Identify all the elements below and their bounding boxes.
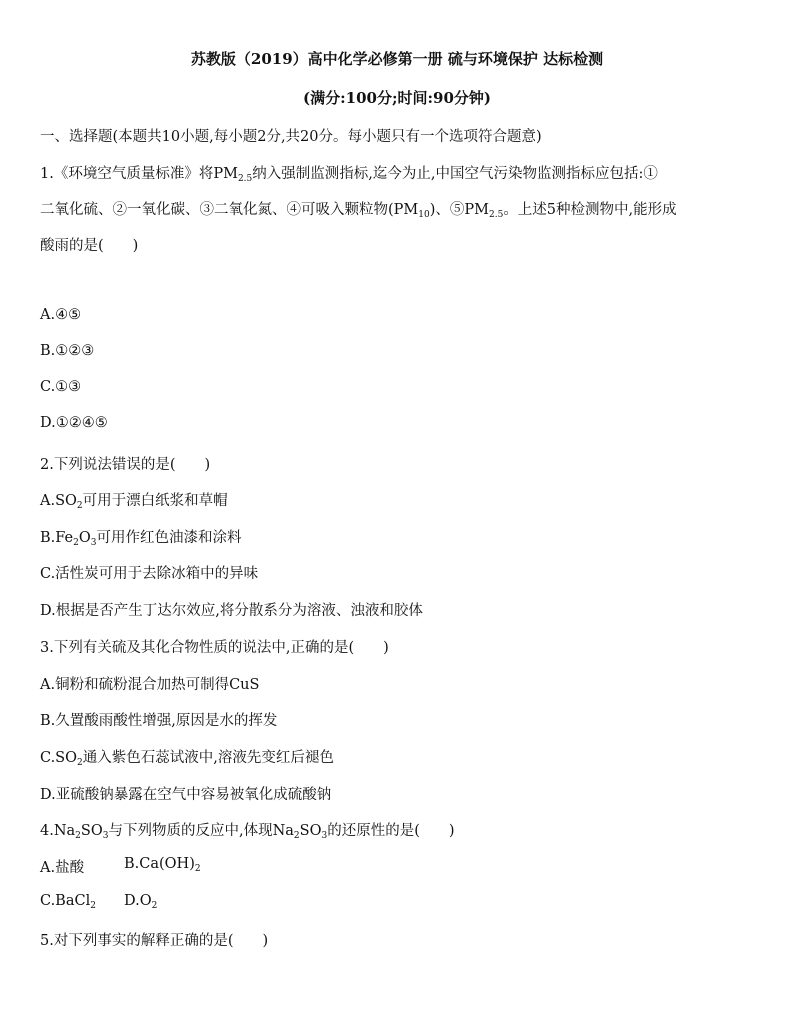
q2-subscript: 3 — [90, 538, 97, 548]
q5-stem: 5.对下列事实的解释正确的是( ) — [40, 933, 269, 949]
q3-text: C.SO — [40, 750, 78, 766]
q2-text: O — [78, 530, 91, 546]
q1-text: 。上述5种检测物中,能形成 — [503, 202, 677, 218]
q4-text: B.Ca(OH) — [124, 856, 195, 872]
q2-option-c: C.活性炭可用于去除冰箱中的异味 — [40, 566, 259, 582]
section-heading: 一、选择题(本题共10小题,每小题2分,共20分。每小题只有一个选项符合题意) — [40, 129, 542, 145]
document-subtitle: (满分:100分;时间:90分钟) — [303, 89, 491, 107]
q4-text: 与下列物质的反应中,体现Na — [108, 823, 294, 839]
q2-text: 可用作红色油漆和涂料 — [96, 530, 242, 546]
q4-subscript: 2 — [151, 901, 158, 911]
q4-subscript: 2 — [293, 831, 300, 841]
q1-subscript: 2.5 — [237, 174, 253, 184]
q4-text: SO — [80, 823, 103, 839]
q2-text: 可用于漂白纸浆和草帽 — [82, 493, 228, 509]
q2-text: B.Fe — [40, 530, 74, 546]
q2-stem: 2.下列说法错误的是( ) — [40, 457, 211, 473]
q1-option-a: A.④⑤ — [40, 307, 82, 323]
q4-text: 的还原性的是( ) — [327, 823, 455, 839]
q1-text: 纳入强制监测指标,迄今为止,中国空气污染物监测指标应包括:① — [252, 166, 658, 182]
q1-subscript: 10 — [418, 210, 430, 220]
q4-subscript: 2 — [90, 901, 96, 911]
q1-option-d: D.①②④⑤ — [40, 415, 108, 431]
q3-option-c — [40, 746, 334, 767]
q1-stem-line2 — [40, 198, 677, 219]
q4-option-c — [40, 893, 96, 909]
q2-subscript: 2 — [76, 501, 83, 511]
q4-subscript: 2 — [75, 831, 81, 841]
q1-text: 1.《环境空气质量标准》将PM — [40, 166, 238, 182]
q4-subscript: 3 — [321, 831, 328, 841]
q4-text: SO — [299, 823, 322, 839]
q4-text: D.O — [124, 893, 152, 909]
q4-text: C.BaCl — [40, 893, 91, 909]
q1-text: )、⑤PM — [429, 202, 489, 218]
document-title: 苏教版（2019）高中化学必修第一册 硫与环境保护 达标检测 — [190, 50, 604, 68]
q3-option-d: D.亚硫酸钠暴露在空气中容易被氧化成硫酸钠 — [40, 787, 332, 803]
q3-subscript: 2 — [77, 758, 83, 768]
q1-stem-line1 — [40, 162, 658, 183]
q3-option-b: B.久置酸雨酸性增强,原因是水的挥发 — [40, 713, 278, 729]
q1-text: 二氧化硫、②一氧化碳、③二氧化氮、④可吸入颗粒物(PM — [40, 202, 419, 218]
q4-subscript: 3 — [102, 831, 109, 841]
q3-option-a: A.铜粉和硫粉混合加热可制得CuS — [40, 677, 260, 693]
q4-text: 4.Na — [40, 823, 76, 839]
q4-option-b — [124, 856, 201, 872]
q4-option-a: A.盐酸 — [40, 860, 85, 876]
q1-option-b: B.①②③ — [40, 343, 95, 359]
q1-option-c: C.①③ — [40, 379, 82, 395]
q2-option-b — [40, 526, 241, 547]
q4-stem — [40, 819, 455, 840]
q2-option-a — [40, 489, 228, 510]
q1-stem-line3: 酸雨的是( ) — [40, 238, 139, 254]
q3-stem: 3.下列有关硫及其化合物性质的说法中,正确的是( ) — [40, 640, 389, 656]
q2-text: A.SO — [40, 493, 77, 509]
q2-option-d: D.根据是否产生丁达尔效应,将分散系分为溶液、浊液和胶体 — [40, 603, 423, 619]
q1-subscript: 2.5 — [488, 210, 504, 220]
q4-option-d — [124, 893, 157, 909]
q4-subscript: 2 — [194, 864, 201, 874]
q3-text: 通入紫色石蕊试液中,溶液先变红后褪色 — [82, 750, 334, 766]
q2-subscript: 2 — [73, 538, 79, 548]
